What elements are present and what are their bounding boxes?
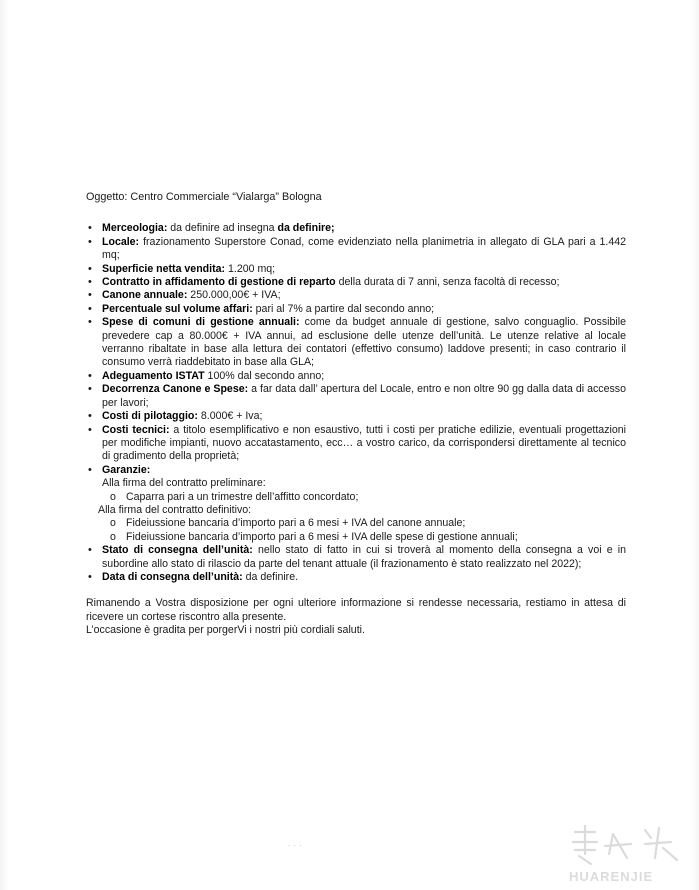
list-item <box>86 370 626 383</box>
item-key: Data di consegna dell’unità: <box>102 570 243 583</box>
item-text: 100% dal secondo anno; <box>204 369 325 382</box>
item-key: Canone annuale: <box>102 289 188 302</box>
item-key: Contratto in affidamento di gestione di reparto <box>102 276 336 289</box>
closing-paragraphs <box>86 597 626 637</box>
bullet-icon: • <box>88 289 92 302</box>
bullet-icon: • <box>88 276 92 289</box>
list-item <box>86 424 626 464</box>
list-item <box>86 544 626 571</box>
bullet-icon: • <box>88 423 92 436</box>
bullet-icon: • <box>88 302 92 315</box>
item-text: 250.000,00€ + IVA; <box>187 289 281 302</box>
item-text: frazionamento Superstore Conad, come evidenziato nella planimetria in allegato di GLA pari a 1.442 mq; <box>102 235 626 262</box>
item-text: pari al 7% a partire dal secondo anno; <box>252 302 435 315</box>
bullet-icon: • <box>88 222 92 235</box>
sub-list-item <box>106 531 626 544</box>
sub-item-text: Fideiussione bancaria d’importo pari a 6 mesi + IVA delle spese di gestione annuali; <box>126 530 518 543</box>
item-key: Locale: <box>102 235 140 248</box>
item-key: Merceologia: <box>102 222 168 235</box>
greeting-text: L’occasione è gradita per porgerVi i nostri più cordiali saluti. <box>86 624 365 637</box>
list-item <box>86 383 626 410</box>
list-item <box>86 236 626 263</box>
item-text: da definire. <box>242 570 299 583</box>
item-text: a titolo esemplificativo e non esaustivo, tutti i costi per pratiche edilizie, eventuali progettazioni per modifiche impianti, nuovo accatastamento, ecc… a vostro carico, da corrispondersi direttamente al tecnico di gradimento della proprietà; <box>102 423 626 463</box>
watermark-text: HUARENJIE <box>569 869 654 884</box>
preliminare-list <box>102 491 626 504</box>
item-key: Adeguamento ISTAT <box>102 369 205 382</box>
item-text: a far data dall’ apertura del Locale, entro e non oltre 90 gg dalla data di accesso per lavori; <box>102 383 626 409</box>
list-item <box>86 316 626 370</box>
preliminare-label: Alla firma del contratto preliminare: <box>102 477 266 490</box>
item-key: Costi tecnici: <box>102 423 170 436</box>
list-item <box>86 571 626 584</box>
closing-text: Rimanendo a Vostra disposizione per ogni ulteriore informazione si rendesse necessaria, restiamo in attesa di ricevere un cortese riscontro alla presente. <box>86 597 626 623</box>
list-item <box>86 276 626 289</box>
definitivo-label: Alla firma del contratto definitivo: <box>98 503 252 516</box>
definitivo-list <box>102 517 626 544</box>
sub-item-text: Fideiussione bancaria d’importo pari a 6 mesi + IVA del canone annuale; <box>126 517 466 530</box>
sub-list-item <box>106 491 626 504</box>
sub-item-text: Caparra pari a un trimestre dell’affitto concordato; <box>126 490 359 503</box>
list-item-garanzie <box>86 464 626 544</box>
item-key: da definire; <box>277 222 335 235</box>
sub-list-item <box>106 517 626 530</box>
list-item <box>86 289 626 302</box>
item-text: come da budget annuale di gestione, salvo conguaglio. Possibile prevedere cap a 80.000€ + IVA annui, ad esclusione delle utenze dell’unità. Le utenze relative al locale verranno ribaltate in base alla lettura dei contatori (effettivo consumo) laddove presenti; in caso contrario il consumo verrà riaddebitato in base alla GLA; <box>102 316 626 369</box>
subject-line: Oggetto: Centro Commerciale “Vialarga” Bologna <box>86 191 322 203</box>
list-item <box>86 303 626 316</box>
list-item <box>86 263 626 276</box>
bullet-icon: • <box>88 570 92 583</box>
bullet-icon: • <box>88 463 92 476</box>
item-text: 1.200 mq; <box>225 262 276 275</box>
item-key: Stato di consegna dell’unità: <box>102 544 253 557</box>
item-key: Percentuale sul volume affari: <box>102 302 253 315</box>
circle-bullet-icon: o <box>110 490 116 503</box>
footer-mark: · · · <box>288 843 303 849</box>
letter-body <box>86 191 626 638</box>
item-text: 8.000€ + Iva; <box>197 410 263 423</box>
bullet-icon: • <box>88 235 92 248</box>
item-key: Decorrenza Canone e Spese: <box>102 383 249 396</box>
item-key: Garanzie: <box>102 463 151 476</box>
item-key: Superficie netta vendita: <box>102 262 226 275</box>
terms-list <box>86 222 626 584</box>
bullet-icon: • <box>88 316 92 329</box>
bullet-icon: • <box>88 544 92 557</box>
list-item <box>86 410 626 423</box>
item-key: Spese di comuni di gestione annuali: <box>102 316 300 329</box>
bullet-icon: • <box>88 369 92 382</box>
bullet-icon: • <box>88 262 92 275</box>
bullet-icon: • <box>88 410 92 423</box>
item-key: Costi di pilotaggio: <box>102 410 198 423</box>
list-item <box>86 222 626 235</box>
item-text: della durata di 7 anni, senza facoltà di recesso; <box>335 276 560 289</box>
circle-bullet-icon: o <box>110 517 116 530</box>
item-text: nello stato di fatto in cui si troverà al momento della consegna a voi e in subordine allo stato di rilascio da parte del tenant attuale (il frazionamento è stato realizzato nel 2022); <box>102 544 626 570</box>
bullet-icon: • <box>88 383 92 396</box>
watermark-logo <box>561 824 691 886</box>
circle-bullet-icon: o <box>110 530 116 543</box>
item-text: da definire ad insegna <box>167 222 278 235</box>
